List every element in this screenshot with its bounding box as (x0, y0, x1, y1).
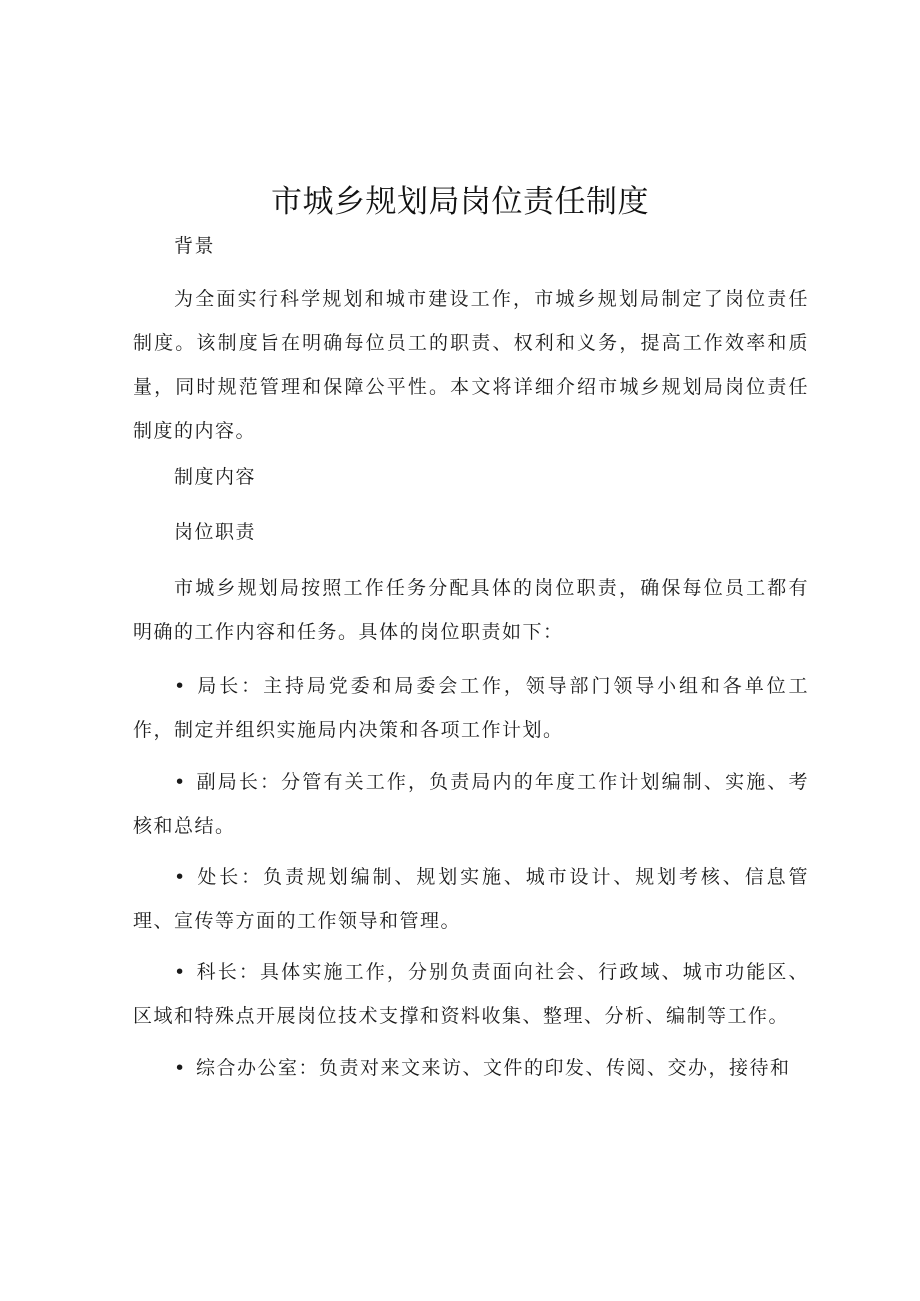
bullet-icon: • (174, 961, 187, 983)
duty-director: 局长：主持局党委和局委会工作，领导部门领导小组和各单位工作，制定并组织实施局内决策和各项工作计划。 (133, 675, 809, 741)
list-item (133, 760, 809, 848)
bullet-icon: • (174, 771, 187, 793)
duty-section-chief: 科长：具体实施工作，分别负责面向社会、行政域、城市功能区、区域和特殊点开展岗位技术支撑和资料收集、整理、分析、编制等工作。 (133, 961, 809, 1027)
duty-general-office: 综合办公室：负责对来文来访、文件的印发、传阅、交办，接待和 (196, 1057, 791, 1079)
bullet-icon: • (174, 1057, 187, 1079)
list-item (133, 1046, 809, 1090)
bullet-icon: • (174, 675, 187, 697)
background-paragraph: 为全面实行科学规划和城市建设工作，市城乡规划局制定了岗位责任制度。该制度旨在明确每位员工的职责、权利和义务，提高工作效率和质量，同时规范管理和保障公平性。本文将详细介绍市城乡规划局岗位责任制度的内容。 (133, 288, 809, 442)
list-item (133, 950, 809, 1038)
bullet-icon: • (174, 866, 187, 888)
list-item (133, 664, 809, 752)
duties-intro-paragraph: 市城乡规划局按照工作任务分配具体的岗位职责，确保每位员工都有明确的工作内容和任务。具体的岗位职责如下： (133, 577, 809, 643)
duty-division-chief: 处长：负责规划编制、规划实施、城市设计、规划考核、信息管理、宣传等方面的工作领导和管理。 (133, 866, 809, 932)
duty-deputy-director: 副局长：分管有关工作，负责局内的年度工作计划编制、实施、考核和总结。 (133, 771, 809, 837)
document-title: 市城乡规划局岗位责任制度 (271, 184, 649, 220)
section-heading-system-content: 制度内容 (174, 466, 257, 488)
section-heading-duties: 岗位职责 (174, 521, 257, 543)
list-item (133, 855, 809, 943)
section-heading-background: 背景 (174, 235, 216, 257)
